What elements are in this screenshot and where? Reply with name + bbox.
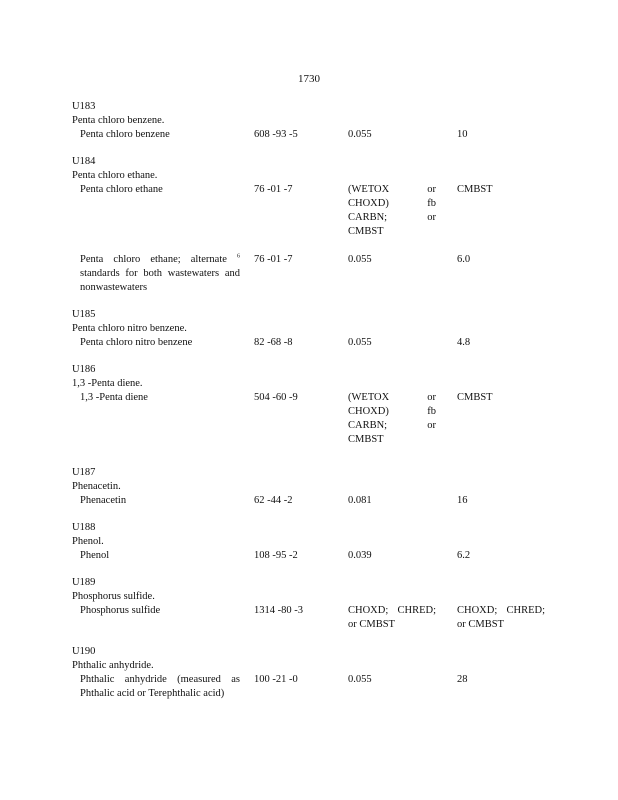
waste-code: U188	[72, 522, 96, 533]
constituent-row	[72, 253, 552, 295]
entry-u187	[72, 466, 552, 508]
constituent-row	[72, 183, 552, 239]
nonwastewater-standard: 4.8	[457, 337, 471, 348]
cas-number: 108 -95 -2	[254, 550, 298, 561]
constituent-row	[72, 673, 552, 701]
nonwastewater-standard: 28	[457, 674, 468, 685]
waste-code: U184	[72, 156, 96, 167]
nonwastewater-standard: CMBST	[457, 392, 493, 403]
nonwastewater-standard: 16	[457, 495, 468, 506]
wastewater-standard: 0.039	[348, 550, 372, 561]
wastewater-standard: 0.055	[348, 129, 372, 140]
waste-name: Phenol.	[72, 536, 104, 547]
cas-number: 76 -01 -7	[254, 254, 293, 265]
constituent-name-continued: standards for both wastewaters and nonwastewaters	[80, 268, 240, 293]
constituent-row	[72, 336, 552, 350]
waste-code: U185	[72, 309, 96, 320]
entry-u189	[72, 576, 552, 632]
constituent-name: Phenol	[80, 550, 110, 561]
waste-name: 1,3 -Penta diene.	[72, 378, 143, 389]
waste-code: U189	[72, 577, 96, 588]
cas-number: 62 -44 -2	[254, 495, 293, 506]
constituent-row	[72, 494, 552, 508]
constituent-row	[72, 604, 552, 632]
entry-u190	[72, 645, 552, 701]
waste-name: Penta chloro ethane.	[72, 170, 158, 181]
waste-code: U190	[72, 646, 96, 657]
waste-code: U187	[72, 467, 96, 478]
wastewater-standard: 0.055	[348, 254, 372, 265]
cas-number: 82 -68 -8	[254, 337, 293, 348]
entry-u188	[72, 521, 552, 563]
wastewater-standard: CHOXD; CHRED; or CMBST	[348, 605, 436, 630]
waste-name: Penta chloro nitro benzene.	[72, 323, 187, 334]
entry-u184	[72, 155, 552, 295]
cas-number: 100 -21 -0	[254, 674, 298, 685]
cas-number: 76 -01 -7	[254, 184, 293, 195]
waste-name: Phosphorus sulfide.	[72, 591, 155, 602]
constituent-name: Penta chloro benzene	[80, 129, 170, 140]
waste-name: Phthalic anhydride.	[72, 660, 154, 671]
constituent-name	[72, 253, 240, 295]
nonwastewater-standard: 6.2	[457, 550, 471, 561]
constituent-row	[72, 549, 552, 563]
waste-name: Phenacetin.	[72, 481, 121, 492]
footnote-marker: 6	[237, 253, 241, 260]
constituent-row	[72, 128, 552, 142]
entry-u185	[72, 308, 552, 350]
wastewater-standard: 0.081	[348, 495, 372, 506]
nonwastewater-standard: CHOXD; CHRED; or CMBST	[457, 605, 545, 630]
constituent-name: Penta chloro nitro benzene	[80, 337, 193, 348]
wastewater-standard: (WETOX or CHOXD) fb CARBN; or CMBST	[348, 392, 436, 445]
entry-u183	[72, 100, 552, 142]
waste-code: U186	[72, 364, 96, 375]
constituent-name: 1,3 -Penta diene	[80, 392, 148, 403]
constituent-name-text: Penta chloro ethane; alternate	[80, 254, 227, 265]
wastewater-standard: 0.055	[348, 337, 372, 348]
cas-number: 608 -93 -5	[254, 129, 298, 140]
nonwastewater-standard: CMBST	[457, 184, 493, 195]
constituent-name: Phosphorus sulfide	[80, 605, 161, 616]
cas-number: 504 -60 -9	[254, 392, 298, 403]
waste-name: Penta chloro benzene.	[72, 115, 165, 126]
cas-number: 1314 -80 -3	[254, 605, 303, 616]
constituent-name: Phenacetin	[80, 495, 127, 506]
nonwastewater-standard: 10	[457, 129, 468, 140]
wastewater-standard: (WETOX or CHOXD) fb CARBN; or CMBST	[348, 184, 436, 237]
constituent-name: Phthalic anhydride (measured as Phthalic acid or Terephthalic acid)	[80, 674, 240, 699]
constituent-row	[72, 391, 552, 453]
waste-code-entries	[72, 100, 552, 714]
entry-u186	[72, 363, 552, 453]
nonwastewater-standard: 6.0	[457, 254, 471, 265]
wastewater-standard: 0.055	[348, 674, 372, 685]
waste-code: U183	[72, 101, 96, 112]
page-number: 1730	[298, 73, 320, 85]
constituent-name: Penta chloro ethane	[80, 184, 163, 195]
